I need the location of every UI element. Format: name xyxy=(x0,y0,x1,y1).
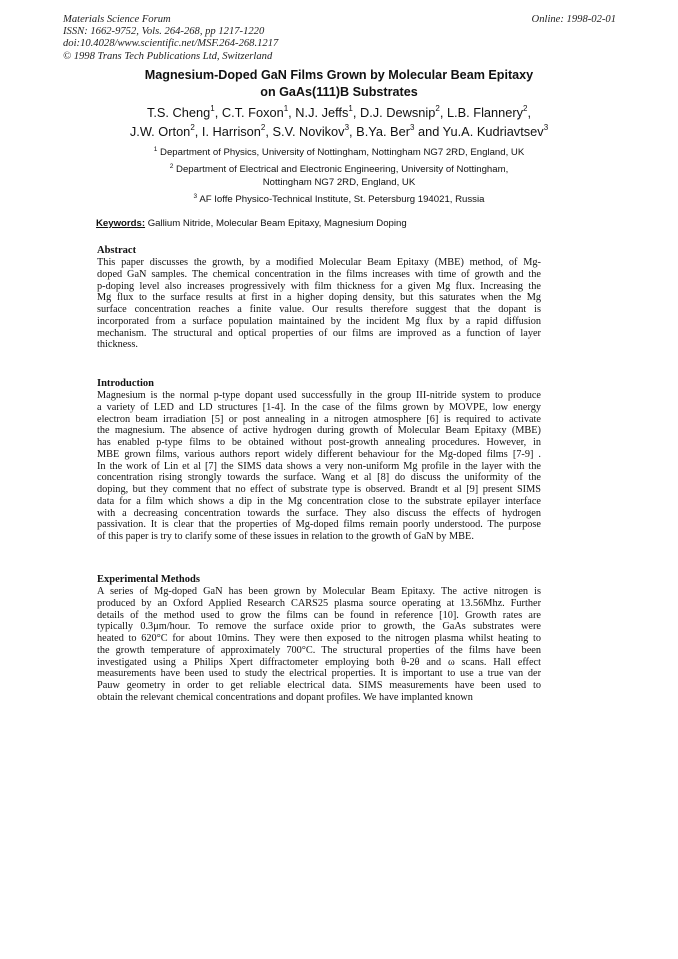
text-line: concentration rising strongly towards the surface. Wang et al [8] do discuss the uniformity of the xyxy=(97,472,541,484)
author-separator: , xyxy=(194,124,202,139)
affiliation-number: 2 xyxy=(169,162,174,170)
text-line: thickness. xyxy=(97,339,138,351)
author-separator: , xyxy=(352,105,360,120)
affiliation-number: 1 xyxy=(153,145,158,153)
keywords-label: Keywords: xyxy=(96,218,146,229)
author-affiliation-number: 1 xyxy=(348,103,353,113)
author-name: J.W. Orton xyxy=(129,124,191,139)
text-line: passivation. It is clear that the properties of Mg-doped films remain poorly understood. The purpose xyxy=(97,519,541,531)
keywords xyxy=(96,218,407,230)
title-line-1: Magnesium-Doped GaN Films Grown by Molecular Beam Epitaxy xyxy=(144,68,534,82)
text-line: produced by an Oxford Applied Research CARS25 plasma source operating at 13.56Mhz. Further xyxy=(97,597,541,609)
author-separator: , xyxy=(349,124,357,139)
issn-line: ISSN: 1662-9752, Vols. 264-268, pp 1217-1220 xyxy=(63,26,265,38)
affiliation-3 xyxy=(60,194,618,207)
author-name: D.J. Dewsnip xyxy=(359,105,436,120)
affiliation-text: Nottingham NG7 2RD, England, UK xyxy=(262,176,416,188)
text-line: has enabled p-type films to be obtained without post-growth annealing procedures. However, in xyxy=(97,437,541,448)
author-affiliation-number: 2 xyxy=(523,103,528,113)
affiliation-text: Department of Physics, University of Nottingham, Nottingham NG7 2RD, England, UK xyxy=(160,147,525,158)
author-line-1 xyxy=(60,103,618,122)
abstract-body xyxy=(97,257,541,351)
author-line-2 xyxy=(60,122,618,141)
online-date: Online: 1998-02-01 xyxy=(531,14,616,25)
methods-body xyxy=(97,586,541,704)
text-line: of this paper is try to clarify some of these issues in relation to the growth of GaN by MBE. xyxy=(97,531,474,542)
author-name: Yu.A. Kudriavtsev xyxy=(442,124,544,139)
text-line: In the work of Lin et al [7] the SIMS data shows a very non-uniform Mg profile in the layer with the xyxy=(97,460,541,472)
author-name: T.S. Cheng xyxy=(146,105,211,120)
title-line-2: on GaAs(111)B Substrates xyxy=(260,84,418,99)
author-affiliation-number: 2 xyxy=(260,122,266,132)
author-name: C.T. Foxon xyxy=(221,105,284,120)
text-line: the growth temperature of approximately 700°C. The structural properties of the films have been xyxy=(97,644,541,656)
text-line: surface concentration reaches a finite value. Our results therefore suggest that the dopant is xyxy=(97,304,541,315)
methods-section xyxy=(97,574,541,704)
paper-title xyxy=(60,67,618,100)
author-separator: , xyxy=(265,124,273,139)
abstract-section xyxy=(97,245,541,351)
author-affiliation-number: 3 xyxy=(344,122,350,132)
text-line: MBE grown films, various authors report widely different behaviour for the Mg-doped films [7-9] . xyxy=(97,448,541,460)
text-line: A series of Mg-doped GaN has been grown by Molecular Beam Epitaxy. The active nitrogen is xyxy=(97,586,541,597)
author-affiliation-number: 3 xyxy=(543,122,549,132)
affiliation-text: Department of Electrical and Electronic Engineering, University of Nottingham, xyxy=(176,164,509,175)
author-affiliation-number: 1 xyxy=(283,103,289,113)
author-separator: , xyxy=(288,105,296,120)
author-name: B.Ya. Ber xyxy=(356,124,410,139)
text-line: incorporated from a surface population maintained by the incident Mg flux by a rapid diffusion xyxy=(97,315,541,327)
text-line: Magnesium is the normal p-type dopant used successfully in the group III-nitride system to produce xyxy=(97,390,541,401)
author-separator: , xyxy=(439,105,447,120)
text-line: obtain the relevant chemical concentrations and dopant profiles. We have implanted known xyxy=(97,691,473,703)
doi-line[interactable]: doi:10.4028/www.scientific.net/MSF.264-268.1217 xyxy=(63,38,279,50)
author-affiliation-number: 1 xyxy=(210,103,215,113)
author-affiliation-number: 3 xyxy=(409,122,415,132)
author-affiliation-number: 2 xyxy=(190,122,195,132)
text-line: p-doping level also increases progressively with film thickness for a given Mg flux. Increasing the xyxy=(97,280,541,292)
text-line: measurements have been used to study the electrical properties. It is important to use a true van der xyxy=(97,668,541,680)
author-separator: , xyxy=(214,105,222,120)
text-line: data for a film which shows a dip in the Mg concentration close to the substrate epilayer interface xyxy=(97,495,541,507)
author-list xyxy=(60,103,618,141)
introduction-heading: Introduction xyxy=(97,378,154,389)
author-name: L.B. Flannery xyxy=(446,105,524,120)
text-line: with a decreasing concentration towards the surface. They also discuss the effects of hydrogen xyxy=(97,507,541,519)
journal-name: Materials Science Forum xyxy=(63,14,171,25)
text-line: details of the method used to grow the films can be found in reference [10]. Growth rates are xyxy=(97,609,541,621)
affiliation-1 xyxy=(60,147,618,160)
publication-info xyxy=(63,14,278,63)
copyright-line: © 1998 Trans Tech Publications Ltd, Switzerland xyxy=(63,50,273,62)
affiliation-number: 3 xyxy=(193,192,198,200)
abstract-heading: Abstract xyxy=(97,245,137,256)
author-affiliation-number: 2 xyxy=(435,103,440,113)
author-name: I. Harrison xyxy=(201,124,261,139)
text-line: heated to 620°C for about 10mins. They were then exposed to the nitrogen plasma whilst heating to xyxy=(97,633,541,644)
text-line: mechanism. The structural and optical properties of our films are improved as a function of layer xyxy=(97,327,541,339)
text-line: typically 0.3μm/hour. To remove the surface oxide prior to growth, the GaAs substrates were xyxy=(97,621,541,633)
author-name: S.V. Novikov xyxy=(272,124,345,139)
methods-heading: Experimental Methods xyxy=(97,574,200,585)
author-separator: and xyxy=(414,124,443,139)
text-line: Mg flux to the surface results at first in a higher doping density, but this saturates when the Mg xyxy=(97,292,541,304)
affiliation-2 xyxy=(60,164,618,189)
keywords-text: Gallium Nitride, Molecular Beam Epitaxy, Magnesium Doping xyxy=(147,218,407,229)
text-line: Pauw geometry in order to get reliable electrical data. SIMS measurements have been used to xyxy=(97,680,541,691)
affiliation-text: AF Ioffe Physico-Technical Institute, St. Petersburg 194021, Russia xyxy=(199,194,485,205)
text-line: a variety of LED and LD structures [1-4]. In the case of the films grown by MOVPE, low energy xyxy=(97,401,541,413)
text-line: This paper discusses the growth, by a modified Molecular Beam Epitaxy (MBE) method, of Mg- xyxy=(97,257,541,268)
text-line: the magnesium. The absence of active hydrogen during growth of Molecular Beam Epitaxy (MBE) xyxy=(97,425,541,437)
introduction-body xyxy=(97,390,541,543)
author-name: N.J. Jeffs xyxy=(295,105,349,120)
text-line: investigated using a Philips Xpert diffractometer employing both θ-2θ and ω scans. Hall effect xyxy=(97,656,541,668)
author-separator: , xyxy=(527,105,532,120)
introduction-section xyxy=(97,378,541,543)
text-line: doping, but they comment that no effect of substrate type is observed. Brandt et al [9] present SIMS xyxy=(97,484,541,495)
text-line: doped GaN samples. The chemical concentration in the films increases with time of growth and the xyxy=(97,268,541,280)
text-line: electron beam irradiation [5] or post annealing in a nitrogen atmosphere [6] is required to activate xyxy=(97,413,541,425)
